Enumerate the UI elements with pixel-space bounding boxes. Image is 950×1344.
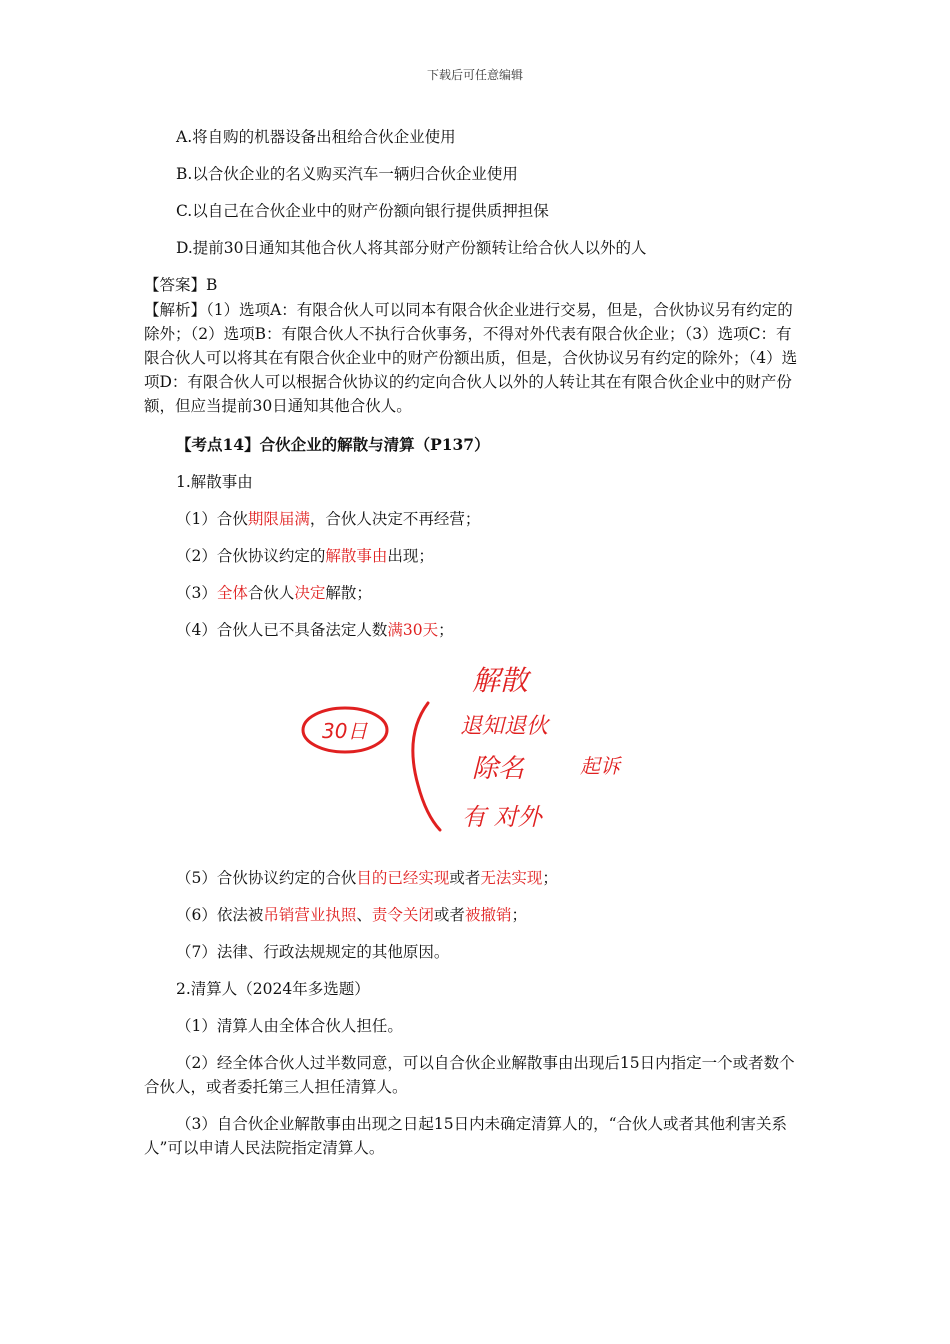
note-30days: 30日 [322,719,368,743]
dissolution-item-3 [176,581,372,605]
dissolution-item-4 [176,618,454,642]
dissolution-item-1 [176,507,480,531]
brace-mark [413,703,440,830]
answer: 【答案】B [144,276,218,294]
highlight: 吊销营业执照 [263,906,357,924]
highlight: 被撤销 [464,906,512,924]
text: （5）合伙协议约定的合伙 [176,869,357,887]
text: ； [438,621,454,639]
note-withdraw: 退知退伙 [460,714,549,739]
option-c: C.以自己在合伙企业中的财产份额向银行提供质押担保 [176,202,549,220]
dissolution-item-5 [176,866,558,890]
highlight: 责令关闭 [371,906,434,924]
option-a: A.将自购的机器设备出租给合伙企业使用 [176,128,456,146]
highlight: 决定 [294,584,326,602]
text: （6）依法被 [176,906,264,924]
handwritten-annotation [300,655,660,840]
note-dissolve: 解散 [472,664,529,697]
highlight: 解散事由 [325,547,388,565]
option-d: D.提前30日通知其他合伙人将其部分财产份额转让给合伙人以外的人 [176,239,647,257]
dissolution-item-6 [176,903,527,927]
dissolution-item-7: （7）法律、行政法规规定的其他原因。 [176,943,450,961]
analysis: 【解析】（1）选项A：有限合伙人可以同本有限合伙企业进行交易，但是，合伙协议另有约定的除外；（2）选项B：有限合伙人不执行合伙事务，不得对外代表有限合伙企业；（3）选项C：有限合伙人可以将其在有限合伙企业中的财产份额出质，但是，合伙协议另有约定的除外；（4）选项D：有限合伙人可以根据合伙协议的约定向合伙人以外的人转让其在有限合伙企业中的财产份额，但应当提前30日通知其他合伙人。 [144,301,798,415]
liquidator-heading: 2.清算人（2024年多选题） [176,980,370,998]
highlight: 满30天 [387,621,439,639]
text: （2）合伙协议约定的 [176,547,326,565]
highlight: 无法实现 [480,869,543,887]
text: 出现； [387,547,434,565]
section-title: 【考点14】合伙企业的解散与清算（P137） [176,435,490,454]
text: 或者 [433,906,465,924]
text: 或者 [449,869,481,887]
text: ，合伙人决定不再经营； [309,510,481,528]
text: ； [511,906,527,924]
text: （1）合伙 [176,510,248,528]
note-sue: 起诉 [580,754,620,778]
text: （3） [176,584,217,602]
dissolution-heading: 1.解散事由 [176,473,253,491]
highlight: 期限届满 [247,510,310,528]
liquidator-p2: （2）经全体合伙人过半数同意，可以自合伙企业解散事由出现后15日内指定一个或者数个合伙人，或者委托第三人担任清算人。 [144,1054,795,1096]
highlight: 目的已经实现 [356,869,450,887]
text: 解散； [325,584,372,602]
option-b: B.以合伙企业的名义购买汽车一辆归合伙企业使用 [176,165,518,183]
text: ； [542,869,558,887]
liquidator-p1: （1）清算人由全体合伙人担任。 [176,1017,403,1035]
note-expel: 除名 [472,754,525,784]
liquidator-p3: （3）自合伙企业解散事由出现之日起15日内未确定清算人的，“合伙人或者其他利害关系人”可以申请人民法院指定清算人。 [144,1115,788,1157]
dissolution-item-2 [176,544,434,568]
text: 、 [356,906,372,924]
note-external: 有 对外 [462,803,542,831]
highlight: 全体 [216,584,248,602]
text: 合伙人 [247,584,295,602]
text: （4）合伙人已不具备法定人数 [176,621,388,639]
page-header: 下载后可任意编辑 [426,68,523,82]
